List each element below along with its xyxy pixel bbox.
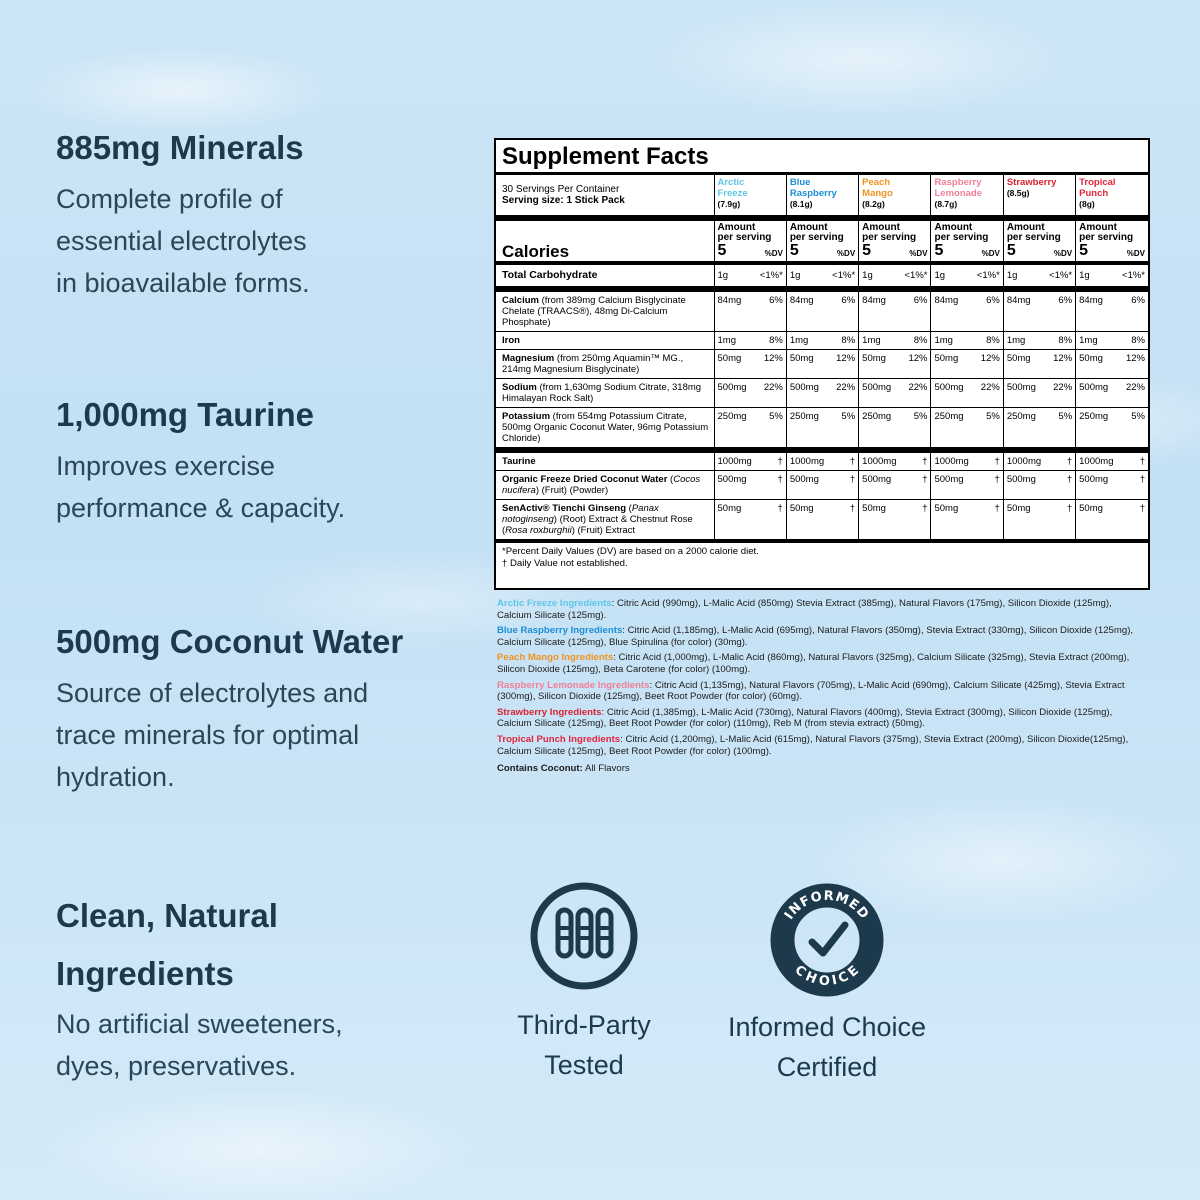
feature-title: 885mg Minerals — [56, 129, 304, 166]
amount-per-serving-label: Amount per serving — [1006, 222, 1061, 243]
amount: 250mg — [1079, 411, 1109, 422]
flavor-weight: (8.2g) — [862, 199, 885, 209]
amount: 1mg — [862, 335, 881, 346]
daily-value: 8% — [769, 335, 783, 346]
nutrient-source: (from 250mg Aquamin™ MG., 214mg Magnesium Bisglycinate) — [502, 353, 684, 375]
flavor-name: Peach Mango — [862, 177, 893, 199]
ingredients-label: Raspberry Lemonade Ingredients — [497, 679, 650, 691]
flavor-ingredients — [497, 734, 1147, 757]
amount: 1g — [717, 270, 729, 281]
amount: 84mg — [934, 295, 959, 306]
daily-value: <1%* — [904, 270, 928, 281]
flavor-name: Strawberry — [1006, 177, 1057, 188]
calories-label: Calories — [502, 242, 570, 261]
daily-value: 6% — [841, 295, 856, 306]
amount: 500mg — [862, 474, 892, 485]
daily-value: 12% — [1053, 353, 1073, 364]
nutrient-name: SenActiv® Tienchi Ginseng — [502, 503, 627, 514]
feature-coconut-water — [56, 622, 403, 798]
ingredients-text: : Citric Acid (1,185mg), L-Malic Acid (695mg), Natural Flavors (350mg), Stevia Extract (330mg), Silicon Dioxide (125mg), Calcium Silicate (125mg), Blue Spirulina (for color) (30mg). — [497, 625, 1134, 648]
amount: 500mg — [1006, 474, 1036, 485]
ingredients-label: Tropical Punch Ingredients — [497, 733, 621, 745]
daily-value: <1%* — [1049, 270, 1073, 281]
ingredients-list — [497, 598, 1147, 779]
flavor-name: Tropical Punch — [1079, 177, 1116, 199]
mineral-row — [496, 292, 1148, 332]
calories-value: 5 — [862, 242, 872, 259]
daily-value: 6% — [1058, 295, 1073, 306]
daily-value: <1%* — [976, 270, 1000, 281]
serving-header-row — [496, 175, 1148, 215]
badge-label: Informed Choice Certified — [727, 1012, 927, 1082]
daily-value: † — [777, 474, 783, 485]
daily-value: 8% — [913, 335, 928, 346]
amount: 1mg — [789, 335, 809, 346]
nutrient-name: Taurine — [502, 456, 536, 467]
daily-value: 22% — [980, 382, 1000, 393]
daily-value: † — [1066, 503, 1073, 514]
amount: 500mg — [862, 382, 892, 393]
calories-value: 5 — [1006, 242, 1016, 259]
flavor-weight: (8.7g) — [934, 199, 958, 209]
daily-value: † — [1066, 474, 1073, 485]
amount: 1g — [1006, 270, 1018, 281]
feature-description: Source of electrolytes and trace minerals for optimal hydration. — [56, 678, 369, 792]
daily-value: † — [1139, 456, 1145, 467]
feature-taurine — [56, 395, 345, 529]
daily-value: 12% — [763, 353, 783, 364]
calories-value: 5 — [934, 242, 944, 259]
nutrient-source: (from 1,630mg Sodium Citrate, 318mg Himalayan Rock Salt) — [502, 382, 702, 404]
daily-value: † — [849, 456, 856, 467]
flavor-ingredients — [497, 598, 1147, 621]
nutrient-name: Total Carbohydrate — [502, 269, 598, 281]
footnote-dagger: † Daily Value not established. — [502, 558, 628, 569]
amount: 1000mg — [934, 456, 969, 467]
daily-value: 5% — [913, 411, 928, 422]
amount: 50mg — [717, 503, 742, 514]
dv-header: %DV — [981, 249, 1000, 258]
feature-description: Complete profile of essential electrolytes in bioavailable forms. — [56, 184, 310, 298]
allergen-statement — [497, 763, 1147, 775]
amount: 1g — [1079, 270, 1090, 281]
amount: 84mg — [862, 295, 886, 306]
daily-value: 6% — [986, 295, 1000, 306]
calories-row — [496, 221, 1148, 261]
flavor-ingredients — [497, 707, 1147, 730]
seal-top-text: INFORMED — [781, 888, 872, 923]
amount: 1000mg — [717, 456, 752, 467]
amount: 500mg — [1006, 382, 1036, 393]
mineral-row — [496, 332, 1148, 350]
amount-per-serving-label: Amount per serving — [717, 222, 772, 243]
daily-value: 12% — [836, 353, 856, 364]
flavor-weight: (8.5g) — [1006, 188, 1030, 198]
daily-value: <1%* — [832, 270, 856, 281]
nutrient-source: (from 554mg Potassium Citrate, 500mg Organic Coconut Water, 96mg Potassium Chloride) — [502, 411, 709, 444]
allergen-text: All Flavors — [582, 763, 630, 775]
feature-clean-ingredients — [56, 893, 343, 1087]
flavor-ingredients — [497, 680, 1147, 703]
test-tubes-icon — [528, 880, 640, 992]
amount: 500mg — [717, 382, 747, 393]
footnote-dv: *Percent Daily Values (DV) are based on a 2000 calorie diet. — [502, 546, 759, 557]
daily-value: 5% — [841, 411, 856, 422]
amount: 84mg — [789, 295, 814, 306]
other-ingredient-row — [496, 500, 1148, 540]
amount: 500mg — [789, 382, 819, 393]
flavor-weight: (8g) — [1079, 199, 1095, 209]
amount: 50mg — [934, 353, 959, 364]
seal-bottom-text: CHOICE — [791, 962, 863, 990]
amount: 1mg — [717, 335, 736, 346]
mineral-row — [496, 379, 1148, 408]
ingredients-label: Arctic Freeze Ingredients — [497, 598, 612, 609]
third-party-badge — [484, 880, 684, 1085]
daily-value: † — [777, 456, 783, 467]
daily-value: 8% — [841, 335, 856, 346]
flavor-name: Arctic Freeze — [717, 177, 748, 199]
facts-footnotes — [496, 539, 1148, 573]
facts-title: Supplement Facts — [502, 143, 709, 170]
daily-value: 12% — [980, 353, 1000, 364]
informed-choice-seal-icon — [767, 880, 887, 1000]
supplement-facts-panel — [494, 138, 1150, 590]
amount: 1mg — [934, 335, 953, 346]
daily-value: † — [1066, 456, 1073, 467]
flavor-ingredients — [497, 652, 1147, 675]
amount: 50mg — [1079, 353, 1103, 364]
calories-value: 5 — [1079, 242, 1089, 259]
daily-value: † — [849, 474, 856, 485]
nutrient-name: Sodium — [502, 382, 537, 393]
daily-value: † — [1139, 503, 1145, 514]
daily-value: 22% — [1053, 382, 1073, 393]
nutrient-name: Iron — [502, 335, 520, 346]
daily-value: 5% — [769, 411, 783, 422]
nutrient-source: (Cocos nucifera) (Fruit) (Powder) — [502, 474, 701, 496]
daily-value: <1%* — [759, 270, 783, 281]
ingredients-text: : Citric Acid (1,385mg), L-Malic Acid (730mg), Natural Flavors (400mg), Stevia Extract (300mg), Silicon Dioxide (125mg), Calcium Silicate (125mg), Beet Root Powder (for color) (110mg), Reb M (from stevia extract) (50mg). — [497, 706, 1113, 730]
ingredients-text: : Citric Acid (990mg), L-Malic Acid (850mg) Stevia Extract (385mg), Natural Flavors (175mg), Silicon Dioxide (125mg), Calcium Silicate (125mg). — [497, 598, 1112, 621]
daily-value: 12% — [1125, 353, 1145, 364]
flavor-ingredients — [497, 625, 1147, 648]
amount-per-serving-label: Amount per serving — [789, 222, 844, 243]
daily-value: <1%* — [1122, 270, 1145, 281]
daily-value: 5% — [1058, 411, 1073, 422]
ingredients-text: : Citric Acid (1,135mg), Natural Flavors (705mg), L-Malic Acid (690mg), Calcium Silicate (425mg), Stevia Extract (300mg), Silicon Dioxide (125mg), Beet Root Powder (for color) (60mg). — [497, 679, 1125, 703]
nutrient-name: Potassium — [502, 411, 551, 422]
amount: 50mg — [1006, 503, 1031, 514]
dv-header: %DV — [764, 249, 783, 258]
amount: 84mg — [1079, 295, 1103, 306]
nutrient-name: Organic Freeze Dried Coconut Water — [502, 474, 668, 485]
amount-per-serving-label: Amount per serving — [862, 222, 917, 243]
ingredients-label: Strawberry Ingredients — [497, 706, 602, 718]
flavor-weight: (7.9g) — [717, 199, 741, 209]
amount: 500mg — [934, 474, 964, 485]
feature-title: 500mg Coconut Water — [56, 623, 404, 660]
facts-table — [496, 175, 1148, 539]
ingredients-text: : Citric Acid (1,000mg), L-Malic Acid (860mg), Natural Flavors (325mg), Calcium Silicate (325mg), Stevia Extract (200mg), Silicon Dioxide (125mg), Beta Carotene (for color) (100mg). — [497, 652, 1130, 675]
daily-value: 8% — [1131, 335, 1145, 346]
flavor-name: Raspberry Lemonade — [934, 177, 982, 199]
amount: 1000mg — [1006, 456, 1042, 467]
mineral-row — [496, 408, 1148, 448]
amount: 1000mg — [862, 456, 897, 467]
calories-value: 5 — [717, 242, 727, 259]
amount: 250mg — [789, 411, 819, 422]
amount: 250mg — [717, 411, 747, 422]
amount-per-serving-label: Amount per serving — [934, 222, 989, 243]
daily-value: † — [922, 456, 928, 467]
feature-title: 1,000mg Taurine — [56, 396, 314, 433]
amount: 50mg — [1079, 503, 1103, 514]
amount: 500mg — [934, 382, 964, 393]
amount: 1mg — [1006, 335, 1026, 346]
badge-label: Third-Party Tested — [517, 1010, 651, 1080]
daily-value: 22% — [908, 382, 928, 393]
daily-value: 22% — [836, 382, 856, 393]
feature-description: Improves exercise performance & capacity. — [56, 451, 346, 523]
amount: 50mg — [862, 503, 886, 514]
amount: 500mg — [717, 474, 747, 485]
daily-value: † — [922, 474, 928, 485]
amount-per-serving-label: Amount per serving — [1079, 222, 1134, 243]
nutrient-source: (from 389mg Calcium Bisglycinate Chelate (TRAACS®), 48mg Di-Calcium Phosphate) — [502, 295, 686, 328]
daily-value: 6% — [769, 295, 783, 306]
informed-choice-badge — [705, 880, 949, 1087]
ingredients-label: Peach Mango Ingredients — [497, 652, 614, 664]
amount: 50mg — [862, 353, 886, 364]
amount: 84mg — [717, 295, 742, 306]
servings-per-container: 30 Servings Per Container — [502, 184, 620, 195]
mineral-row — [496, 350, 1148, 379]
daily-value: 8% — [986, 335, 1000, 346]
other-ingredient-row — [496, 471, 1148, 500]
nutrient-name: Magnesium — [502, 353, 555, 364]
amount: 500mg — [1079, 382, 1109, 393]
daily-value: 8% — [1058, 335, 1073, 346]
amount: 500mg — [1079, 474, 1109, 485]
flavor-weight: (8.1g) — [789, 199, 813, 209]
amount: 1g — [934, 270, 946, 281]
amount: 50mg — [789, 503, 814, 514]
daily-value: 12% — [908, 353, 928, 364]
feature-description: No artificial sweeteners, dyes, preservatives. — [56, 1009, 343, 1081]
nutrient-source: (Panax notoginseng) (Root) Extract & Chestnut Rose (Rosa roxburghii) (Fruit) Extract — [502, 503, 693, 536]
amount: 50mg — [1006, 353, 1031, 364]
amount: 50mg — [934, 503, 959, 514]
amount: 1000mg — [1079, 456, 1114, 467]
flavor-name: Blue Raspberry — [789, 177, 837, 199]
allergen-label: Contains Coconut: — [497, 763, 583, 775]
dv-header: %DV — [1053, 249, 1073, 258]
daily-value: 6% — [1131, 295, 1145, 306]
daily-value: 5% — [986, 411, 1000, 422]
other-ingredient-row — [496, 453, 1148, 471]
total-carbohydrate-row — [496, 265, 1148, 286]
amount: 1g — [789, 270, 801, 281]
nutrient-name: Calcium — [502, 295, 539, 306]
amount: 250mg — [934, 411, 964, 422]
amount: 500mg — [789, 474, 819, 485]
dv-header: %DV — [909, 249, 928, 258]
amount: 50mg — [789, 353, 814, 364]
amount: 250mg — [862, 411, 892, 422]
daily-value: † — [777, 503, 783, 514]
daily-value: 22% — [763, 382, 783, 393]
ingredients-label: Blue Raspberry Ingredients — [497, 625, 623, 637]
amount: 250mg — [1006, 411, 1036, 422]
daily-value: † — [849, 503, 856, 514]
daily-value: 5% — [1131, 411, 1145, 422]
daily-value: † — [1139, 474, 1145, 485]
dv-header: %DV — [1126, 249, 1145, 258]
dv-header: %DV — [836, 249, 856, 258]
daily-value: † — [922, 503, 928, 514]
feature-minerals — [56, 128, 310, 304]
amount: 1000mg — [789, 456, 825, 467]
serving-size: Serving size: 1 Stick Pack — [502, 195, 625, 206]
ingredients-text: : Citric Acid (1,200mg), L-Malic Acid (615mg), Natural Flavors (375mg), Stevia Extract (200mg), Silicon Dioxide(125mg), Calcium Silicate (125mg), Beet Root Powder (for color) (100mg). — [497, 733, 1129, 757]
daily-value: † — [994, 456, 1000, 467]
amount: 1g — [862, 270, 873, 281]
daily-value: † — [994, 503, 1000, 514]
amount: 1mg — [1079, 335, 1098, 346]
amount: 84mg — [1006, 295, 1031, 306]
calories-value: 5 — [789, 242, 799, 259]
daily-value: 6% — [913, 295, 928, 306]
feature-title: Clean, Natural Ingredients — [56, 897, 278, 992]
amount: 50mg — [717, 353, 742, 364]
daily-value: 22% — [1125, 382, 1145, 393]
daily-value: † — [994, 474, 1000, 485]
